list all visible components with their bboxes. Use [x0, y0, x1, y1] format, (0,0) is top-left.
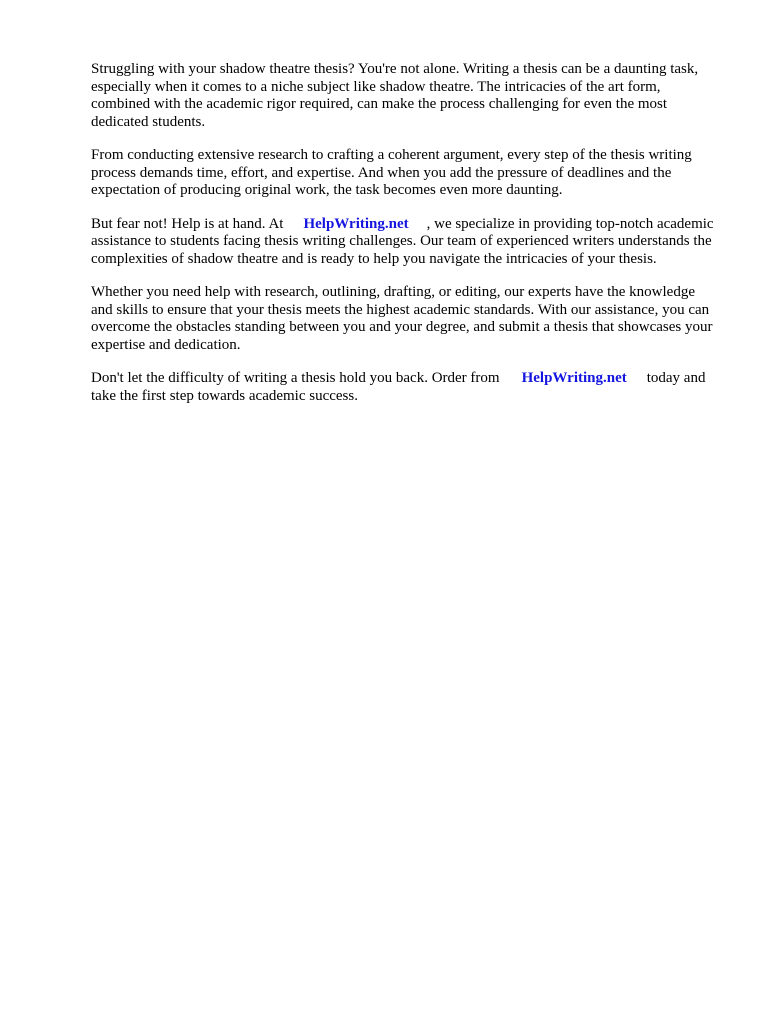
paragraph-cta-rest: today and take the first step towards academic success. — [91, 370, 706, 404]
document-page — [91, 61, 719, 421]
paragraph-help-rest: , we specialize in providing top-notch academic assistance to students facing thesis writing challenges. Our team of experienced writers understands the complexities of shadow theatre and is ready to help you navigate the intricacies of your thesis. — [91, 215, 714, 267]
paragraph-help-lead: But fear not! Help is at hand. At — [91, 215, 284, 232]
helpwriting-order-link[interactable]: HelpWriting.net — [521, 370, 627, 386]
paragraph-call-to-action — [91, 370, 719, 405]
paragraph-help — [91, 216, 719, 269]
paragraph-cta-lead: Don't let the difficulty of writing a thesis hold you back. Order from — [91, 370, 500, 386]
paragraph-services: Whether you need help with research, outlining, drafting, or editing, our experts have the knowledge and skills to ensure that your thesis meets the highest academic standards. With our assistance, you can overcome the obstacles standing between you and your degree, and submit a thesis that showcases your expertise and dedication. — [91, 284, 713, 353]
helpwriting-link[interactable]: HelpWriting.net — [303, 215, 409, 232]
paragraph-intro: Struggling with your shadow theatre thesis? You're not alone. Writing a thesis can be a daunting task, especially when it comes to a niche subject like shadow theatre. The intricacies of the art form, combined with the academic rigor required, can make the process challenging for even the most dedicated students. — [91, 61, 699, 130]
paragraph-challenges: From conducting extensive research to crafting a coherent argument, every step of the thesis writing process demands time, effort, and expertise. And when you add the pressure of deadlines and the expectation of producing original work, the task becomes even more daunting. — [91, 147, 692, 198]
